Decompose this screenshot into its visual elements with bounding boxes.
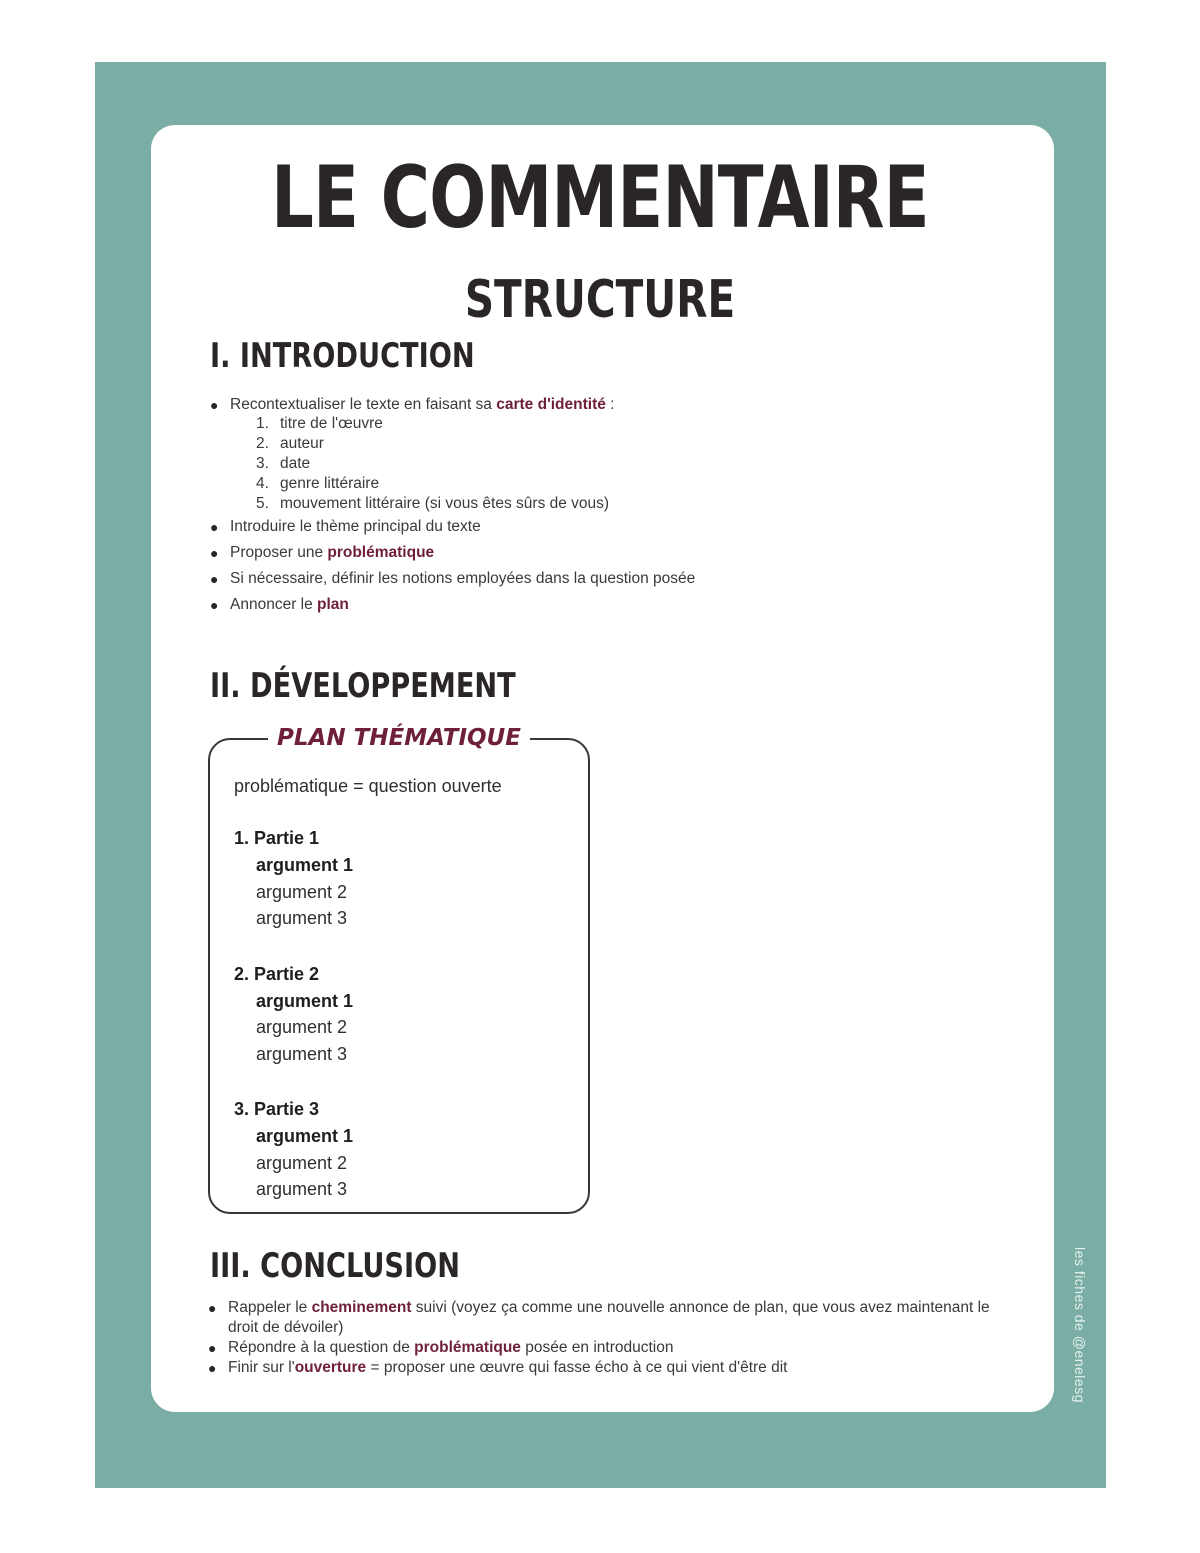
plan-content (234, 772, 574, 1231)
sub-list-item: 5. mouvement littéraire (si vous êtes sûrs de vous) (256, 495, 610, 512)
argument: argument 1 (256, 990, 354, 1011)
page-title: LE COMMENTAIRE (271, 148, 929, 248)
bullet-icon: ● (210, 571, 219, 587)
bullet-icon: ● (210, 545, 219, 561)
part-title: 1. Partie 1 (234, 828, 320, 848)
argument: argument 1 (256, 1126, 354, 1146)
heading-conclusion: III. CONCLUSION (210, 1246, 461, 1286)
credit-text: les fiches de @enelesg (1072, 1247, 1088, 1403)
argument: argument 2 (256, 1017, 348, 1037)
bullet-icon: ● (210, 519, 219, 535)
plan-part (234, 1095, 574, 1203)
argument: argument 3 (256, 1179, 348, 1199)
page-subtitle: STRUCTURE (464, 270, 736, 330)
list-item: ● Proposer une problématique (230, 540, 695, 566)
bullet-icon: ● (208, 1300, 217, 1316)
bullet-icon: ● (210, 597, 219, 613)
argument: argument 3 (256, 908, 348, 928)
list-item: ● Annoncer le plan (230, 592, 695, 618)
plan-part (234, 960, 574, 1068)
list-item: ● Rappeler le cheminement suivi (voyez ça comme une nouvelle annonce de plan, que vous avez maintenant le droit de dévoiler) (208, 1299, 990, 1336)
heading-developpement: II. DÉVELOPPEMENT (210, 666, 516, 706)
argument: argument 2 (256, 1152, 348, 1173)
list-item: ● Recontextualiser le texte en faisant sa carte d'identité : 1. titre de l'œuvre 2. auteur 3. date 4. genre littéraire 5. mouvement littéraire (si vous êtes sûrs de vous) (230, 392, 695, 514)
list-item: ● Si nécessaire, définir les notions employées dans la question posée (230, 566, 695, 592)
bullet-icon: ● (208, 1340, 217, 1356)
bullet-icon: ● (210, 397, 219, 413)
identity-sublist (256, 414, 695, 514)
argument: argument 1 (256, 855, 354, 875)
sub-list-item: 3. date (256, 455, 311, 472)
conclusion-list (208, 1298, 1008, 1378)
list-item: ● Répondre à la question de problématique posée en introduction (208, 1339, 674, 1356)
heading-introduction: I. INTRODUCTION (210, 336, 475, 376)
part-title: 3. Partie 3 (234, 1099, 320, 1119)
sub-list-item: 1. titre de l'œuvre (256, 415, 383, 432)
argument: argument 3 (256, 1043, 348, 1064)
sub-list-item: 2. auteur (256, 435, 324, 452)
sub-list-item: 4. genre littéraire (256, 475, 380, 492)
plan-box-title: PLAN THÉMATIQUE (268, 720, 530, 756)
introduction-list (210, 392, 696, 618)
list-item: ● Finir sur l'ouverture = proposer une œuvre qui fasse écho à ce qui vient d'être dit (208, 1359, 788, 1376)
problematique-text: problématique = question ouverte (234, 776, 502, 796)
argument: argument 2 (256, 881, 348, 902)
part-title: 2. Partie 2 (234, 963, 320, 984)
plan-part (234, 824, 574, 932)
list-item: ● Introduire le thème principal du texte (230, 514, 695, 540)
bullet-icon: ● (208, 1360, 217, 1376)
